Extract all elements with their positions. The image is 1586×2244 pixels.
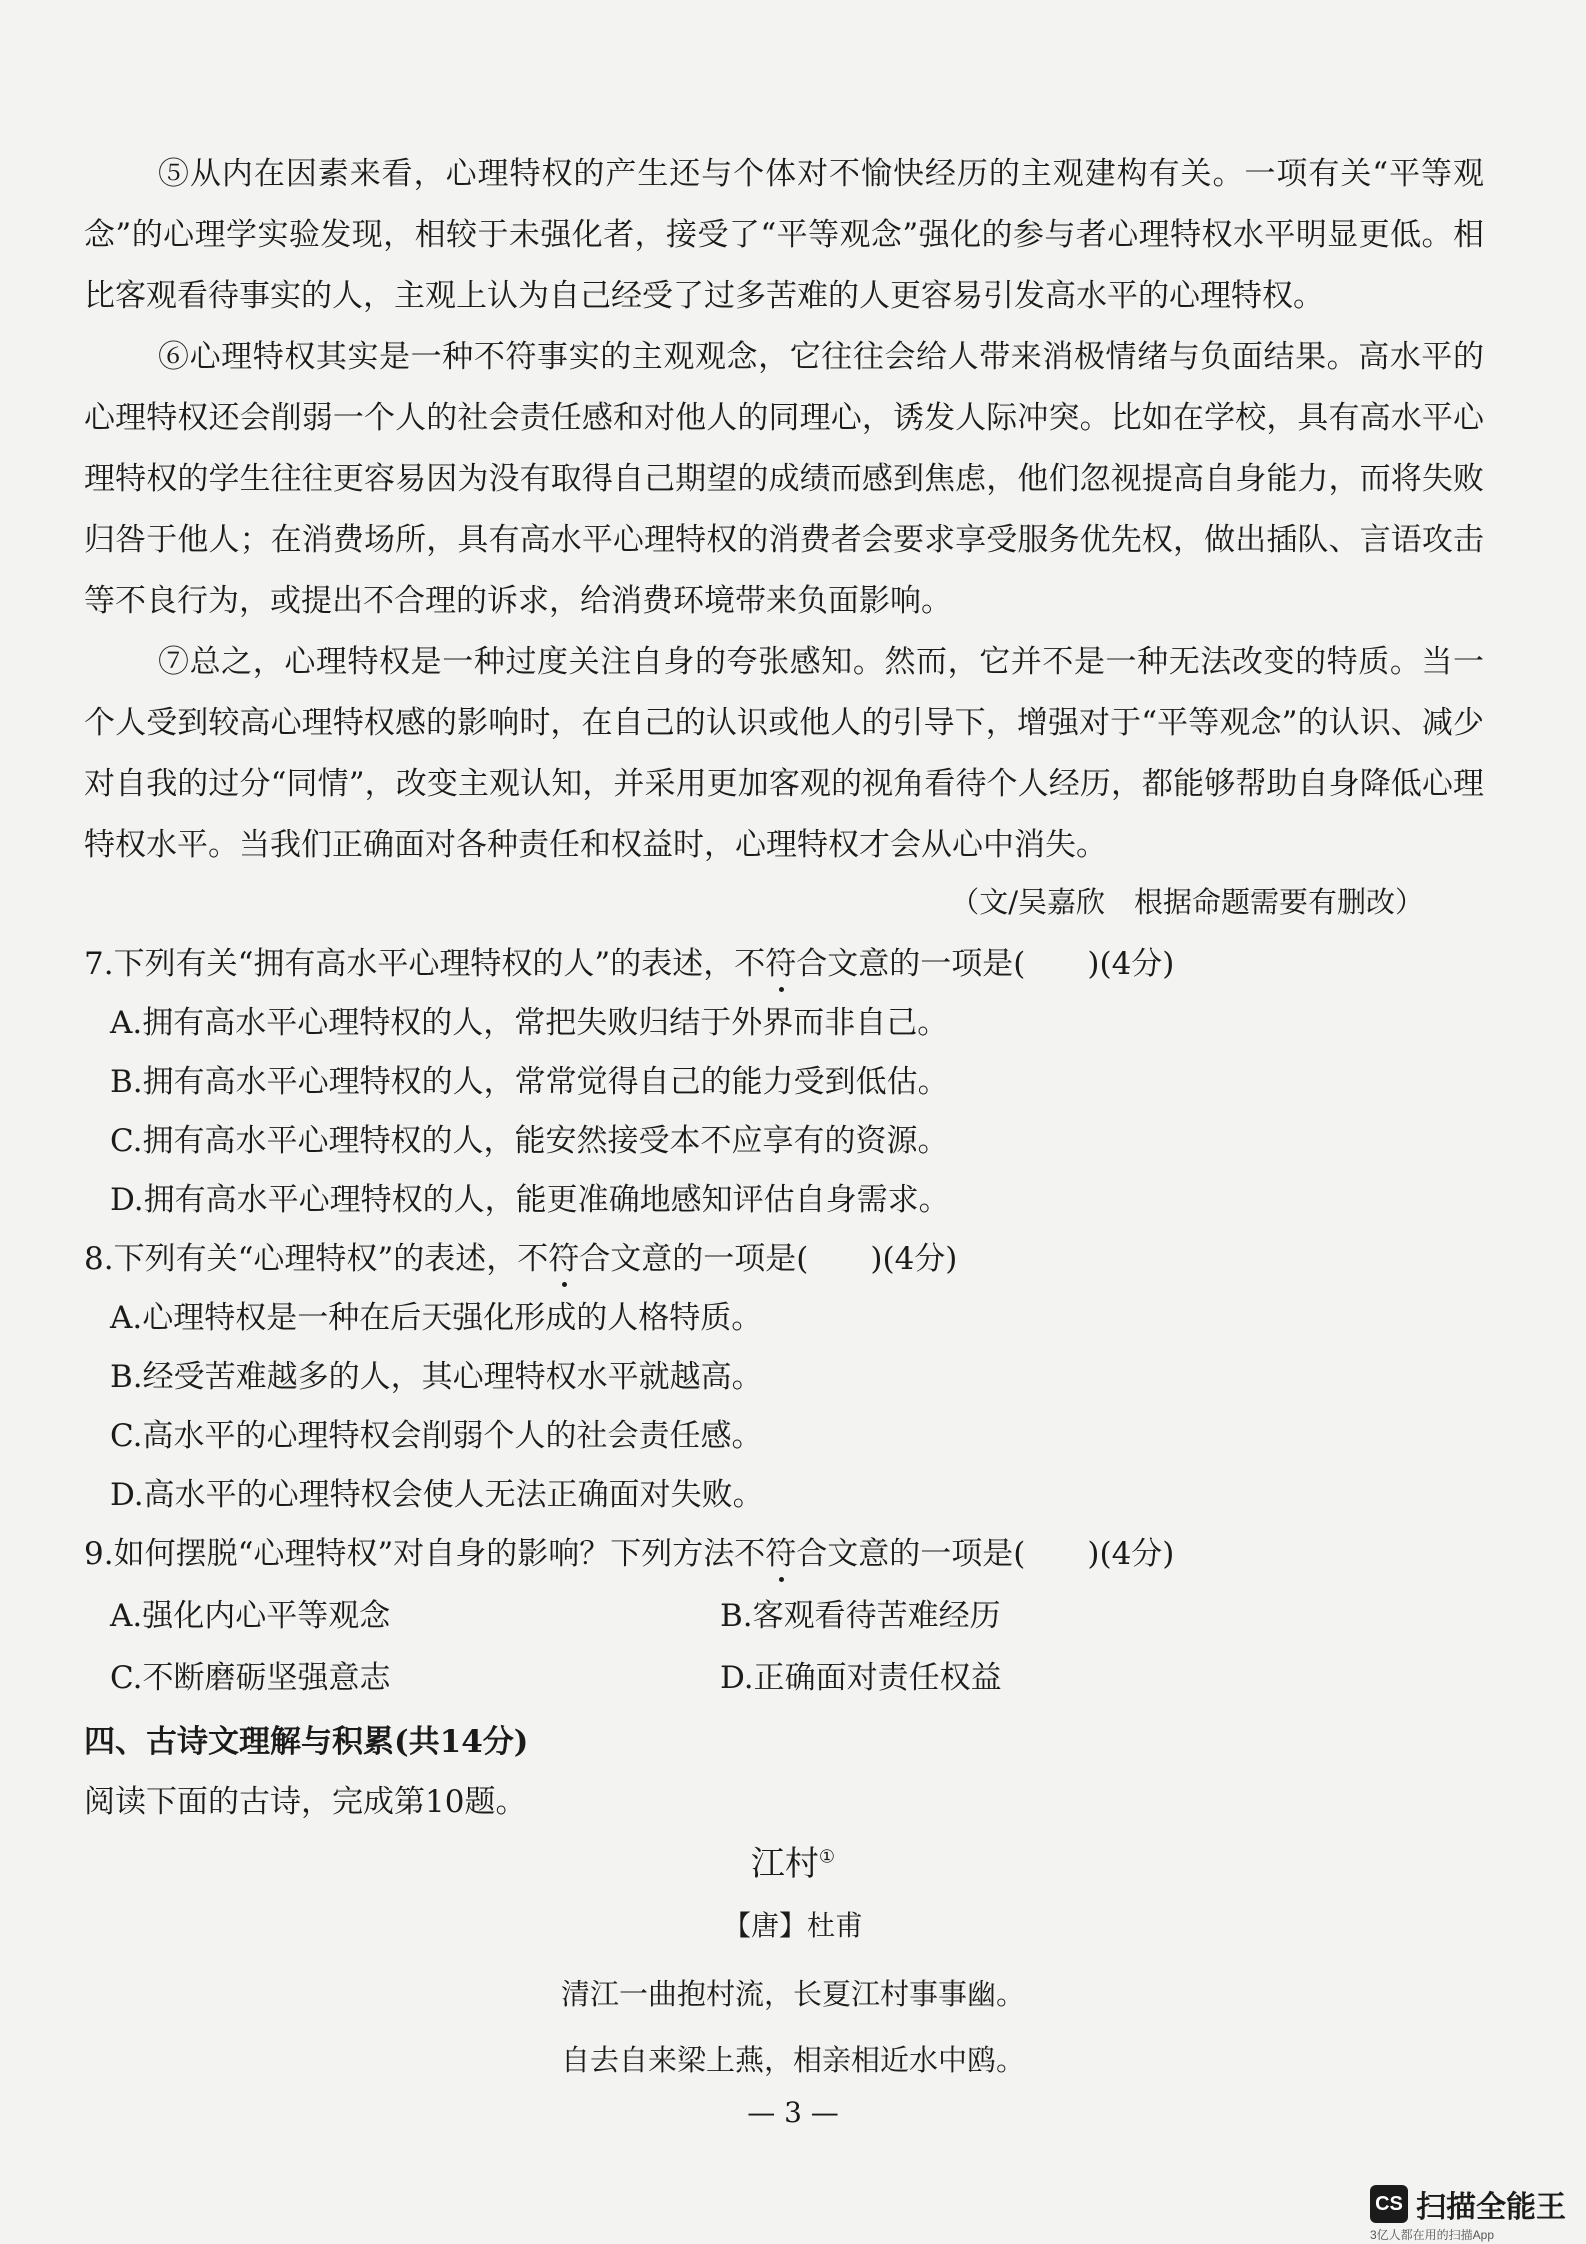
- question-8: 8.下列有关“心理特权”的表述，不符合文意的一项是( )(4分): [84, 1241, 958, 1277]
- paragraph-5: ⑤从内在因素来看，心理特权的产生还与个体对不愉快经历的主观建构有关。一项有关“平等观念”的心理学实验发现，相较于未强化者，接受了“平等观念”强化的参与者心理特权水平明显更低。相比客观看待事实的人，主观上认为自己经受了过多苦难的人更容易引发高水平的心理特权。: [84, 156, 1484, 314]
- paragraph-6: ⑥心理特权其实是一种不符事实的主观观念，它往往会给人带来消极情绪与负面结果。高水平的心理特权还会削弱一个人的社会责任感和对他人的同理心，诱发人际冲突。比如在学校，具有高水平心理特权的学生往往更容易因为没有取得自己期望的成绩而感到焦虑，他们忽视提高自身能力，而将失败归咎于他人；在消费场所，具有高水平心理特权的消费者会要求享受服务优先权，做出插队、言语攻击等不良行为，或提出不合理的诉求，给消费环境带来负面影响。: [84, 339, 1484, 619]
- camscanner-logo-icon: CS: [1370, 2185, 1408, 2223]
- q9-option-c[interactable]: C.不断磨砺坚强意志: [110, 1660, 391, 1696]
- poem-line-1: 清江一曲抱村流，长夏江村事事幽。: [560, 1977, 1025, 2011]
- scanner-watermark: [1370, 2182, 1566, 2226]
- question-9: 9.如何摆脱“心理特权”对自身的影响？下列方法不符合文意的一项是( )(4分): [84, 1536, 1175, 1572]
- instruction: 阅读下面的古诗，完成第10题。: [84, 1784, 527, 1820]
- source-note: （文/吴嘉欣 根据命题需要有删改）: [950, 885, 1424, 919]
- q7-option-d[interactable]: D.拥有高水平心理特权的人，能更准确地感知评估自身需求。: [110, 1182, 950, 1218]
- q9-option-b[interactable]: B.客观看待苦难经历: [720, 1598, 1001, 1634]
- q7-option-a[interactable]: A.拥有高水平心理特权的人，常把失败归结于外界而非自己。: [110, 1005, 949, 1041]
- q8-option-a[interactable]: A.心理特权是一种在后天强化形成的人格特质。: [110, 1300, 763, 1336]
- poem-line-2: 自去自来梁上燕，相亲相近水中鸥。: [560, 2043, 1025, 2077]
- q7-option-c[interactable]: C.拥有高水平心理特权的人，能安然接受本不应享有的资源。: [110, 1123, 949, 1159]
- watermark-subtext: 3亿人都在用的扫描App: [1370, 2228, 1495, 2242]
- section-heading: 四、古诗文理解与积累(共14分): [84, 1724, 529, 1760]
- q7-option-b[interactable]: B.拥有高水平心理特权的人，常常觉得自己的能力受到低估。: [110, 1064, 949, 1100]
- q8-option-b[interactable]: B.经受苦难越多的人，其心理特权水平就越高。: [110, 1359, 763, 1395]
- watermark-text: 扫描全能王: [1416, 2191, 1566, 2224]
- paragraph-7: ⑦总之，心理特权是一种过度关注自身的夸张感知。然而，它并不是一种无法改变的特质。当一个人受到较高心理特权感的影响时，在自己的认识或他人的引导下，增强对于“平等观念”的认识、减少对自我的过分“同情”，改变主观认知，并采用更加客观的视角看待个人经历，都能够帮助自身降低心理特权水平。当我们正确面对各种责任和权益时，心理特权才会从心中消失。: [84, 644, 1484, 863]
- footnote-marker: ①: [818, 1846, 836, 1868]
- poem-author: 【唐】杜甫: [722, 1909, 863, 1942]
- q8-option-d[interactable]: D.高水平的心理特权会使人无法正确面对失败。: [110, 1477, 764, 1513]
- poem-title: 江村①: [750, 1844, 836, 1884]
- q9-option-d[interactable]: D.正确面对责任权益: [720, 1660, 1002, 1696]
- page-number: — 3 —: [747, 2096, 839, 2129]
- q9-option-a[interactable]: A.强化内心平等观念: [110, 1598, 391, 1634]
- question-7: 7.下列有关“拥有高水平心理特权的人”的表述，不符合文意的一项是( )(4分): [84, 946, 1175, 982]
- q8-option-c[interactable]: C.高水平的心理特权会削弱个人的社会责任感。: [110, 1418, 763, 1454]
